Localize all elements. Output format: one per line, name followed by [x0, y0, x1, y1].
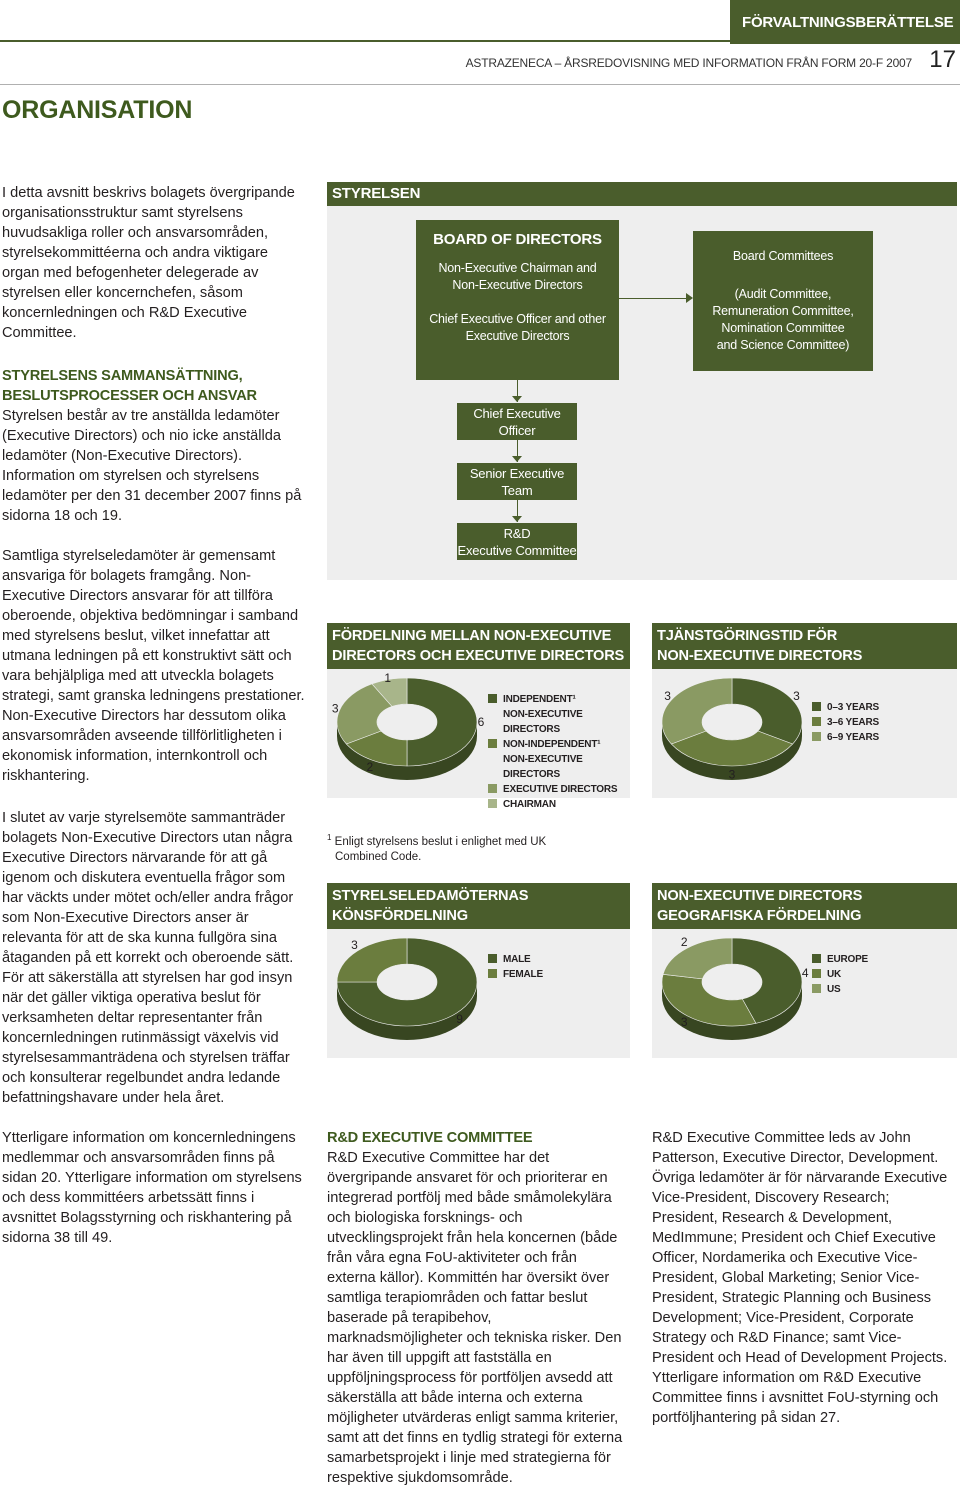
rd-heading: R&D EXECUTIVE COMMITTEE	[327, 1130, 533, 1146]
ceo-line-1: Chief Executive	[473, 406, 561, 421]
donut-chart-2	[652, 670, 812, 790]
set-line-1: Senior Executive	[469, 466, 565, 481]
rd-executive-committee-box	[457, 523, 577, 560]
section-heading: STYRELSENS SAMMANSÄTTNING, BESLUTSPROCESSER OCH ANSVAR	[2, 368, 257, 404]
legend-item	[488, 782, 628, 797]
chart-title-1	[327, 623, 630, 669]
donut-value-label: 3	[793, 688, 800, 703]
body-paragraph-4: Ytterligare information om koncernledningens medlemmar och ansvarsområden finns på sidan 20. Ytterligare information om styrelsens och dess kommittéers arbetssätt finns i avsnittet Bolagsstyrning och riskhantering på sidorna 38 till 49.	[2, 1130, 302, 1246]
chart-title-4	[652, 883, 957, 929]
legend-item	[812, 715, 952, 730]
chart-title-3-line-1: STYRELSELEDAMÖTERNAS	[332, 888, 529, 904]
donut-value-label: 6	[477, 715, 485, 729]
board-line-2: Non-Executive Directors	[452, 278, 583, 292]
footnote-text-1: Enligt styrelsens beslut i enlighet med UK	[334, 835, 547, 848]
chart-title-4-line-2: GEOGRAFISKA FÖRDELNING	[657, 908, 862, 924]
footnote-text-2: Combined Code.	[335, 850, 422, 863]
board-committees-box	[693, 231, 873, 371]
body-paragraph-3: I slutet av varje styrelsemöte sammanträder bolagets Non-Executive Directors utan några Executive Directors närvarande för att gå igenom och diskutera eventuella frågor som har väckts under mötet och/eller andra frågor som Non-Executive Directors anser är relevanta för att de ska kunna fullgöra sina åtaganden på ett korrekt och oberoende sätt. För att säkerställa att styrelsen har god insyn när det gäller viktiga operativa beslut för verksamheten deltar representanter från koncernledningen rutinmässigt växelvis vid styrelsesammanträdena och styrelsen träffar och konsulterar regelbundet andra ledande befattningshavare under hela året.	[2, 810, 294, 1106]
legend-swatch	[488, 784, 497, 793]
donut-chart-3	[327, 930, 487, 1050]
legend-label: FEMALE	[503, 969, 543, 980]
donut-hole	[702, 964, 762, 1000]
donut-value-label: 3	[351, 938, 358, 953]
chart-title-2	[652, 623, 957, 669]
legend-label: 0–3 YEARS	[827, 702, 879, 713]
ceo-line-2: Officer	[498, 423, 536, 438]
legend-item	[488, 952, 628, 967]
donut-value-label: 3	[664, 688, 671, 703]
legend-swatch	[812, 732, 821, 741]
rd-paragraph-1: R&D Executive Committee har det övergripande ansvaret för och prioriterar en integrerad portfölj med både småmolekylära och biologiska forsknings- och utvecklingsprojekt från hela koncernen (både från våra egna FoU-aktiviteter och från externa källor). Kommittén har översikt över samtliga terapiområden och fattar beslut baserade på terapibehov, marknadsmöjligheter och tekniska risker. Den har även till uppgift att fastställa en uppföljningsprocess för portföljen avsedd att säkerställa att både interna och externa möjligheter utvärderas enligt samma kriterier, samt att det finns en tydlig strategi för externa samarbetsprojekt i linje med strategierna för respektive sjukdomsområde.	[327, 1150, 623, 1486]
legend-swatch	[488, 694, 497, 703]
donut-hole	[702, 704, 762, 740]
chart-title-1-line-2: DIRECTORS OCH EXECUTIVE DIRECTORS	[332, 648, 625, 664]
chart-title-3	[327, 883, 630, 929]
committees-line-4: and Science Committee)	[716, 338, 850, 352]
arrow-right-icon	[686, 293, 693, 303]
header-rule	[0, 40, 730, 42]
donut-hole	[377, 964, 437, 1000]
chart-title-2-line-1: TJÄNSTGÖRINGSTID FÖR	[657, 628, 838, 644]
legend-swatch	[488, 739, 497, 748]
ceo-box	[457, 403, 577, 440]
arrow-down-icon	[512, 396, 522, 402]
legend-item	[812, 700, 952, 715]
legend-3	[488, 952, 628, 982]
legend-item	[488, 797, 628, 812]
arrow-down-icon	[512, 516, 522, 522]
report-subtitle: ASTRAZENECA – ÅRSREDOVISNING MED INFORMATION FRÅN FORM 20-F 2007	[465, 56, 912, 70]
body-paragraph-1: Styrelsen består av tre anställda ledamöter (Executive Directors) och nio icke anställda ledamöter (Non-Executive Directors). Information om styrelsen och styrelsens ledamöter per den 31 december 2007 finns på sidorna 18 och 19.	[2, 408, 302, 524]
legend-label: NON-EXECUTIVE DIRECTORS	[503, 709, 583, 735]
donut-value-label: 4	[801, 965, 809, 980]
chart-title-2-line-2: NON-EXECUTIVE DIRECTORS	[657, 648, 863, 664]
donut-value-label: 9	[456, 1011, 463, 1026]
donut-value-label: 1	[384, 671, 392, 685]
chart-title-3-line-2: KÖNSFÖRDELNING	[332, 908, 468, 924]
legend-swatch	[812, 717, 821, 726]
legend-2	[812, 700, 952, 745]
legend-label: NON-EXECUTIVE DIRECTORS	[503, 754, 583, 780]
legend-item	[488, 737, 628, 782]
legend-label: US	[827, 984, 841, 995]
donut-value-label: 3	[728, 767, 736, 782]
rd-box-line-1: R&D	[503, 526, 531, 541]
committees-title: Board Committees	[732, 249, 834, 263]
legend-item	[812, 730, 952, 745]
intro-paragraph: I detta avsnitt beskrivs bolagets övergripande organisationsstruktur samt styrelsens huvudsakliga roller och ansvarsområden, styrelsekommittéerna och andra viktigare organ med befogenheter delegerade av styrelsen eller koncernchefen, såsom koncernledningen och R&D Executive Committee.	[2, 185, 295, 341]
legend-1	[488, 692, 628, 812]
legend-item	[812, 952, 952, 967]
legend-item	[488, 692, 628, 737]
senior-executive-team-box	[457, 463, 577, 500]
rd-box-line-2: Executive Committee	[457, 543, 577, 558]
legend-swatch	[488, 954, 497, 963]
donut-chart-1	[327, 670, 487, 790]
donut-chart-4	[652, 930, 812, 1050]
board-title: BOARD OF DIRECTORS	[433, 231, 602, 248]
board-line-1: Non-Executive Chairman and	[438, 261, 597, 275]
legend-label: NON-INDEPENDENT¹	[503, 739, 601, 750]
board-of-directors-box	[416, 220, 619, 380]
legend-item	[812, 967, 952, 982]
header-divider	[0, 84, 960, 85]
legend-swatch	[812, 969, 821, 978]
committees-line-3: Nomination Committee	[721, 321, 845, 335]
footnote-mark: 1	[327, 833, 332, 842]
legend-swatch	[812, 984, 821, 993]
legend-swatch	[488, 969, 497, 978]
section-tab	[730, 0, 960, 44]
donut-value-label: 2	[680, 934, 688, 949]
committees-line-1: (Audit Committee,	[734, 287, 832, 301]
footnote	[327, 830, 617, 865]
donut-hole	[377, 704, 437, 740]
arrow-down-icon	[512, 456, 522, 462]
page-number: 17	[929, 46, 956, 73]
legend-label: UK	[827, 969, 842, 980]
legend-label: MALE	[503, 954, 531, 965]
donut-value-label: 3	[331, 701, 339, 716]
legend-4	[812, 952, 952, 997]
body-paragraph-2: Samtliga styrelseledamöter är gemensamt ansvariga för bolagets framgång. Non-Executive Directors ansvarar för att tillföra oberoende, objektiva bedömningar i samband med styrelsens beslut, vilket innefattar att utmana ledningen på ett konstruktivt sätt och vara behjälpliga med att utveckla bolagets strategi, samt granska ledningens prestationer. Non-Executive Directors har dessutom olika ansvarsområden avseende tillförlitligheten i ekonomisk information, internkontroll och riskhantering.	[2, 548, 305, 784]
legend-label: EXECUTIVE DIRECTORS	[503, 784, 618, 795]
donut-value-label: 2	[366, 760, 374, 775]
org-chart-title: STYRELSEN	[327, 182, 957, 206]
legend-label: 3–6 YEARS	[827, 717, 879, 728]
set-line-2: Team	[501, 483, 533, 498]
chart-title-1-line-1: FÖRDELNING MELLAN NON-EXECUTIVE	[332, 628, 612, 644]
rd-paragraph-2: R&D Executive Committee leds av John Patterson, Executive Director, Development. Övriga ledamöter är för närvarande Executive Vice-President, Discovery Research; President, Research & Development, MedImmune; President och Chief Executive Officer, Nordamerika och Executive Vice-President, Global Marketing; Senior Vice-President, Strategic Planning och Business Development; Vice-President, Corporate Strategy och R&D Finance; samt Vice-President och Head of Development Projects. Ytterligare information om R&D Executive Committee finns i avsnittet FoU-styrning och portföljhantering på sidan 27.	[652, 1130, 948, 1426]
section-title: FÖRVALTNINGSBERÄTTELSE	[742, 13, 954, 31]
board-line-4: Executive Directors	[465, 329, 570, 343]
donut-value-label: 3	[680, 1015, 688, 1030]
legend-swatch	[488, 799, 497, 808]
legend-label: 6–9 YEARS	[827, 732, 879, 743]
legend-label: EUROPE	[827, 954, 869, 965]
legend-swatch	[812, 954, 821, 963]
board-line-3: Chief Executive Officer and other	[429, 312, 606, 326]
legend-item	[488, 967, 628, 982]
committees-line-2: Remuneration Committee,	[712, 304, 854, 318]
legend-label: CHAIRMAN	[503, 799, 556, 810]
legend-swatch	[812, 702, 821, 711]
chart-title-4-line-1: NON-EXECUTIVE DIRECTORS	[657, 888, 863, 904]
legend-item	[812, 982, 952, 997]
connector-line	[619, 298, 687, 299]
legend-label: INDEPENDENT¹	[503, 694, 576, 705]
page-title: ORGANISATION	[2, 96, 193, 124]
